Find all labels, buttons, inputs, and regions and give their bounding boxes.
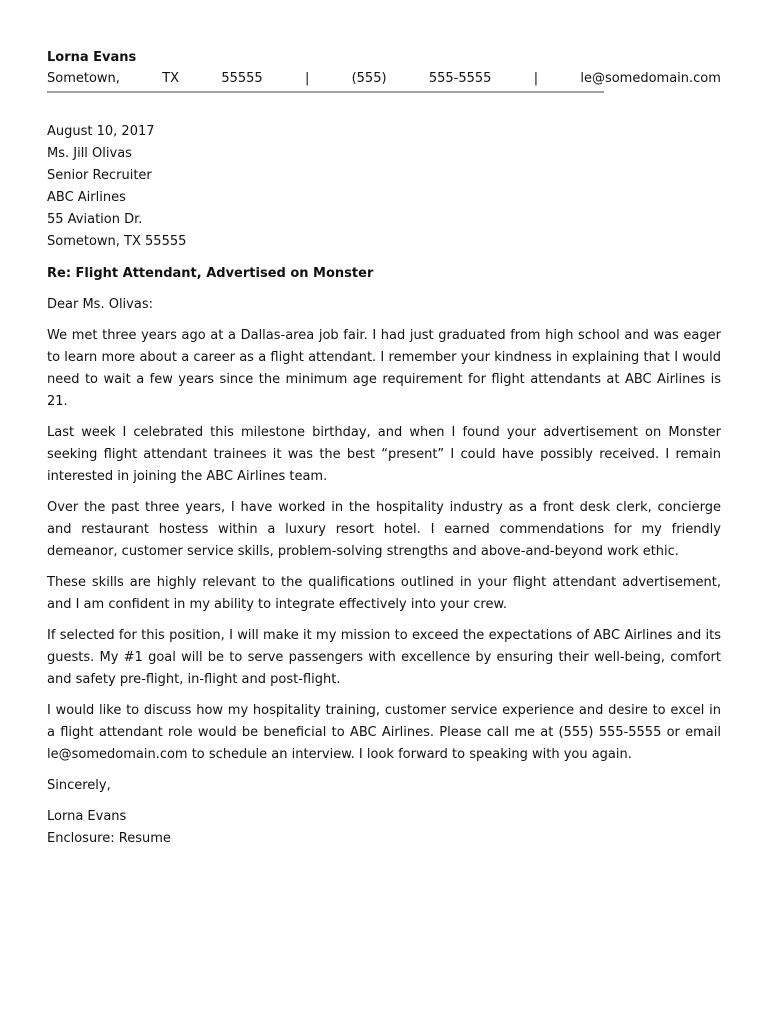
header-rule <box>47 91 604 93</box>
contact-separator: | <box>533 71 539 86</box>
body-paragraph: Over the past three years, I have worked in the hospitality industry as a front desk clerk, concierge and restaurant hostess within a luxury resort hotel. I earned commendations for my friendly demeanor, customer service skills, problem-solving strengths and above-and-beyond work ethic. <box>47 500 721 559</box>
subject-line: Re: Flight Attendant, Advertised on Monster <box>47 266 374 281</box>
contact-line <box>47 68 721 90</box>
body-paragraph: If selected for this position, I will make it my mission to exceed the expectations of ABC Airlines and its guests. My #1 goal will be to serve passengers with excellence by ensuring their well-being, comfort and safety pre-flight, in-flight and post-flight. <box>47 628 721 687</box>
salutation: Dear Ms. Olivas: <box>47 297 153 312</box>
closing: Sincerely, <box>47 778 111 793</box>
contact-separator: | <box>304 71 310 86</box>
body-paragraph: I would like to discuss how my hospitality training, customer service experience and desire to excel in a flight attendant role would be beneficial to ABC Airlines. Please call me at (555) 555-5555 or email le@somedomain.com to schedule an interview. I look forward to speaking with you again. <box>47 703 721 762</box>
sender-name: Lorna Evans <box>47 50 137 65</box>
recipient-street: 55 Aviation Dr. <box>47 212 143 227</box>
contact-state: TX <box>162 71 180 86</box>
enclosure-note: Enclosure: Resume <box>47 831 171 846</box>
body-paragraph: These skills are highly relevant to the qualifications outlined in your flight attendant advertisement, and I am confident in my ability to integrate effectively into your crew. <box>47 575 721 612</box>
signature-name: Lorna Evans <box>47 809 127 824</box>
body-paragraph: Last week I celebrated this milestone birthday, and when I found your advertisement on Monster seeking flight attendant trainees it was the best “present” I could have possibly received. I remain interested in joining the ABC Airlines team. <box>47 425 721 484</box>
contact-zip: 55555 <box>221 71 263 86</box>
letter-date: August 10, 2017 <box>47 124 155 139</box>
contact-city: Sometown, <box>47 71 120 86</box>
contact-area-code: (555) <box>351 71 387 86</box>
contact-email: le@somedomain.com <box>580 71 721 86</box>
recipient-title: Senior Recruiter <box>47 168 152 183</box>
recipient-company: ABC Airlines <box>47 190 126 205</box>
recipient-city: Sometown, TX 55555 <box>47 234 187 249</box>
contact-phone: 555-5555 <box>428 71 492 86</box>
body-paragraph: We met three years ago at a Dallas-area job fair. I had just graduated from high school and was eager to learn more about a career as a flight attendant. I remember your kindness in explaining that I would need to wait a few years since the minimum age requirement for flight attendants at ABC Airlines is 21. <box>47 328 721 409</box>
cover-letter <box>47 48 721 850</box>
recipient-name: Ms. Jill Olivas <box>47 146 132 161</box>
